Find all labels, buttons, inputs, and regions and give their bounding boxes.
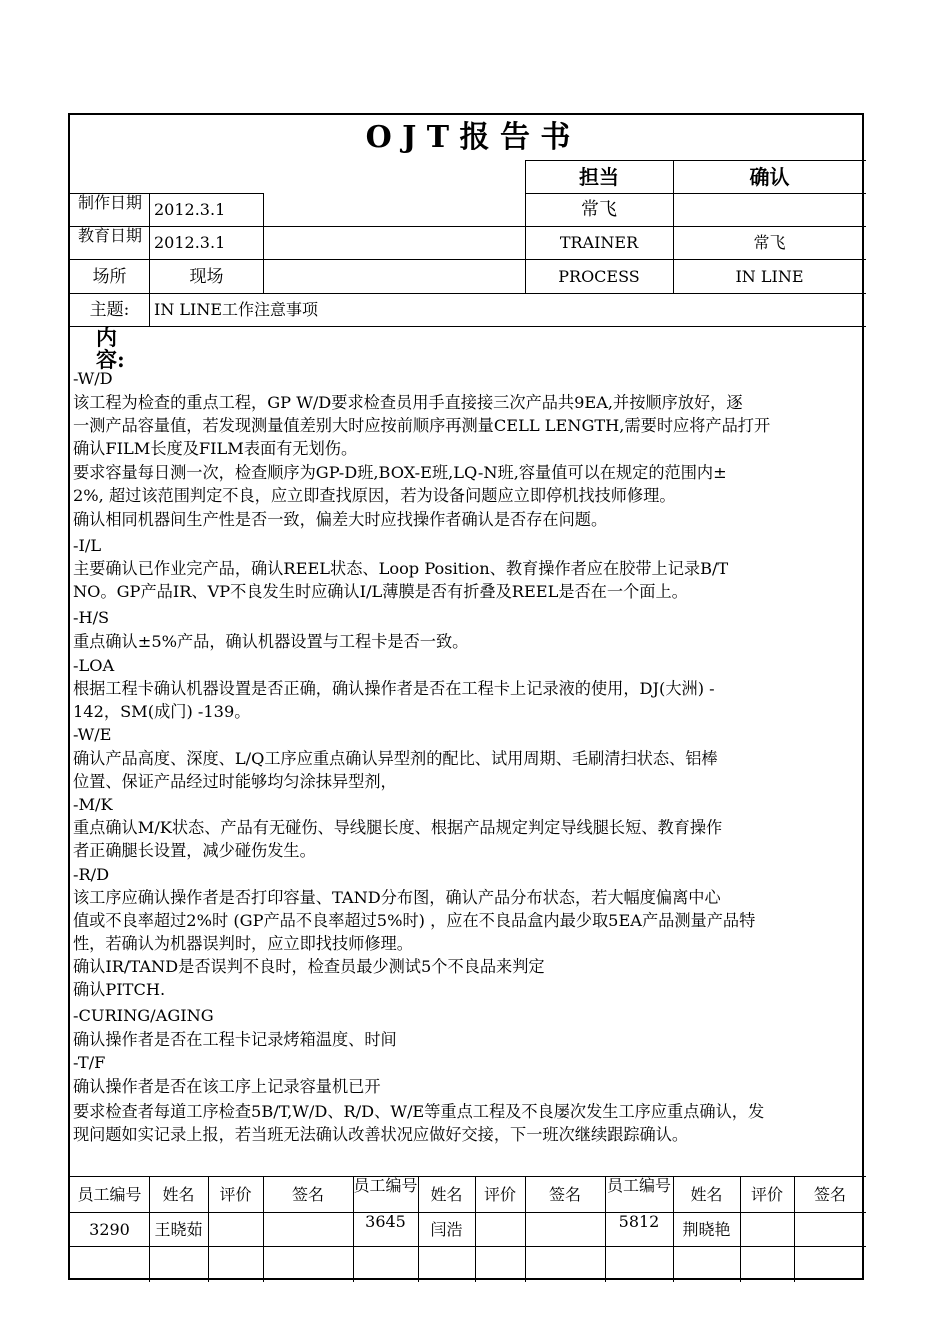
staff-cell: 闫浩 — [430, 1219, 463, 1239]
content-line: 2%, 超过该范围判定不良，应立即查找原因，若为设备问题应立即停机找技师修理。 — [73, 486, 676, 505]
staff-cell — [208, 1213, 263, 1246]
content-line: -CURING/AGING — [73, 1006, 214, 1025]
staff-header-cell: 评价 — [750, 1184, 783, 1204]
place-label: 场所 — [92, 266, 127, 287]
staff-header-cell: 姓名 — [690, 1184, 723, 1204]
staff-cell: 王晓茹 — [154, 1219, 203, 1239]
ojt-report-sheet — [68, 113, 864, 1280]
topic-label: 主题: — [89, 300, 130, 320]
staff-cell — [263, 1213, 353, 1246]
staff-header-cell: 员工编号 — [353, 1176, 418, 1195]
staff-cell — [263, 1247, 353, 1280]
content-line: 确认产品高度、深度、L/Q工序应重点确认异型剂的配比、试用周期、毛刷清扫状态、铝棒 — [73, 749, 718, 768]
content-line: 要求容量每日测一次，检查顺序为GP-D班,BOX-E班,LQ-N班,容量值可以在规定的范围内± — [73, 463, 727, 482]
content-line: 根据工程卡确认机器设置是否正确，确认操作者是否在工程卡上记录液的使用，DJ(大洲) - — [73, 679, 715, 698]
content-line: 确认操作者是否在该工序上记录容量机已开 — [73, 1077, 381, 1096]
staff-cell — [418, 1247, 475, 1280]
staff-header-cell: 评价 — [483, 1184, 516, 1204]
content-line: -T/F — [73, 1053, 106, 1072]
trainer-name: 常飞 — [753, 233, 786, 252]
staff-header-cell: 姓名 — [162, 1184, 195, 1204]
content-line: -W/E — [73, 725, 112, 744]
content-line: 确认FILM长度及FILM表面有无划伤。 — [73, 439, 358, 458]
staff-header-cell: 签名 — [291, 1184, 324, 1204]
process-label: PROCESS — [558, 266, 640, 286]
staff-header-cell: 签名 — [813, 1184, 846, 1204]
content-line: 要求检查者每道工序检查5B/T,W/D、R/D、W/E等重点工程及不良屡次发生工序应重点确认，发 — [73, 1102, 765, 1121]
content-line: 位置、保证产品经过时能够均匀涂抹异型剂， — [73, 772, 397, 791]
report-title: O J T 报 告 书 — [365, 120, 571, 155]
content-line: 现问题如实记录上报，若当班无法确认改善状况应做好交接，下一班次继续跟踪确认。 — [73, 1125, 689, 1144]
content-line: 者正确腿长设置，减少碰伤发生。 — [73, 841, 316, 860]
staff-cell — [525, 1247, 605, 1280]
content-line: 重点确认±5%产品，确认机器设置与工程卡是否一致。 — [73, 632, 469, 651]
staff-cell — [740, 1213, 794, 1246]
content-line: 主要确认已作业完产品，确认REEL状态、Loop Position、教育操作者应在胶带上记录B/T — [73, 559, 729, 578]
content-line: 确认相同机器间生产性是否一致，偏差大时应找操作者确认是否存在问题。 — [73, 510, 608, 529]
staff-cell — [525, 1213, 605, 1246]
staff-cell — [740, 1247, 794, 1280]
staff-header-cell: 评价 — [219, 1184, 252, 1204]
content-line: 值或不良率超过2%时 (GP产品不良率超过5%时) ，应在不良品盒内最少取5EA产品测量产品特 — [73, 911, 756, 930]
content-label: 内容: — [96, 325, 125, 372]
edu-date-value: 2012.3.1 — [154, 233, 226, 252]
staff-cell — [208, 1247, 263, 1280]
content-line: 确认IR/TAND是否误判不良时，检查员最少测试5个不良品来判定 — [73, 957, 545, 976]
made-date-label: 制作日期 — [77, 193, 142, 212]
staff-header-cell: 员工编号 — [77, 1184, 142, 1204]
staff-cell — [353, 1247, 418, 1280]
signoff-header-responsible: 担当 — [579, 165, 619, 189]
content-line: -R/D — [73, 865, 110, 884]
content-line: 一测产品容量值，若发现测量值差别大时应按前顺序再测量CELL LENGTH,需要时应将产品打开 — [73, 416, 771, 435]
staff-header-cell: 员工编号 — [606, 1176, 671, 1195]
signoff-confirm-name — [673, 194, 866, 226]
signoff-header-confirm: 确认 — [749, 165, 790, 189]
staff-header-cell: 签名 — [548, 1184, 581, 1204]
content-line: 重点确认M/K状态、产品有无碰伤、导线腿长度、根据产品规定判定导线腿长短、教育操作 — [73, 818, 723, 837]
staff-cell — [673, 1247, 740, 1280]
content-line: 确认操作者是否在工程卡记录烤箱温度、时间 — [73, 1030, 397, 1049]
process-value: IN LINE — [735, 266, 804, 286]
place-value: 现场 — [189, 266, 224, 287]
edu-date-label: 教育日期 — [77, 226, 142, 245]
content-line: NO。GP产品IR、VP不良发生时应确认I/L薄膜是否有折叠及REEL是否在一个面上。 — [73, 582, 688, 601]
content-line: 确认PITCH. — [73, 980, 166, 999]
content-line: 142，SM(成门) -139。 — [73, 702, 251, 721]
staff-cell — [605, 1247, 673, 1280]
made-date-value: 2012.3.1 — [154, 200, 226, 219]
staff-cell: 荆晓艳 — [682, 1219, 731, 1239]
staff-cell — [70, 1247, 149, 1280]
content-line: 性，若确认为机器误判时，应立即找技师修理。 — [73, 934, 413, 953]
staff-cell: 5812 — [618, 1212, 660, 1231]
staff-header-cell: 姓名 — [430, 1184, 463, 1204]
trainer-label: TRAINER — [559, 233, 639, 252]
staff-cell: 3290 — [89, 1219, 130, 1239]
staff-cell — [794, 1213, 866, 1246]
content-line: 该工程为检查的重点工程，GP W/D要求检查员用手直接接三次产品共9EA,并按顺序放好，逐 — [73, 393, 743, 412]
content-body — [70, 364, 866, 1174]
content-line: -W/D — [73, 369, 113, 388]
content-line: -I/L — [73, 536, 102, 555]
staff-cell — [475, 1247, 525, 1280]
staff-cell — [475, 1213, 525, 1246]
content-line: 该工序应确认操作者是否打印容量、TAND分布图，确认产品分布状态，若大幅度偏离中心 — [73, 888, 721, 907]
signoff-responsible-name: 常飞 — [581, 199, 617, 220]
content-line: -H/S — [73, 608, 110, 627]
topic-value: IN LINE工作注意事项 — [154, 300, 319, 319]
content-line: -M/K — [73, 795, 113, 814]
staff-cell: 3645 — [365, 1212, 406, 1231]
content-line: -LOA — [73, 656, 115, 675]
staff-cell — [794, 1247, 866, 1280]
staff-cell — [149, 1247, 208, 1280]
